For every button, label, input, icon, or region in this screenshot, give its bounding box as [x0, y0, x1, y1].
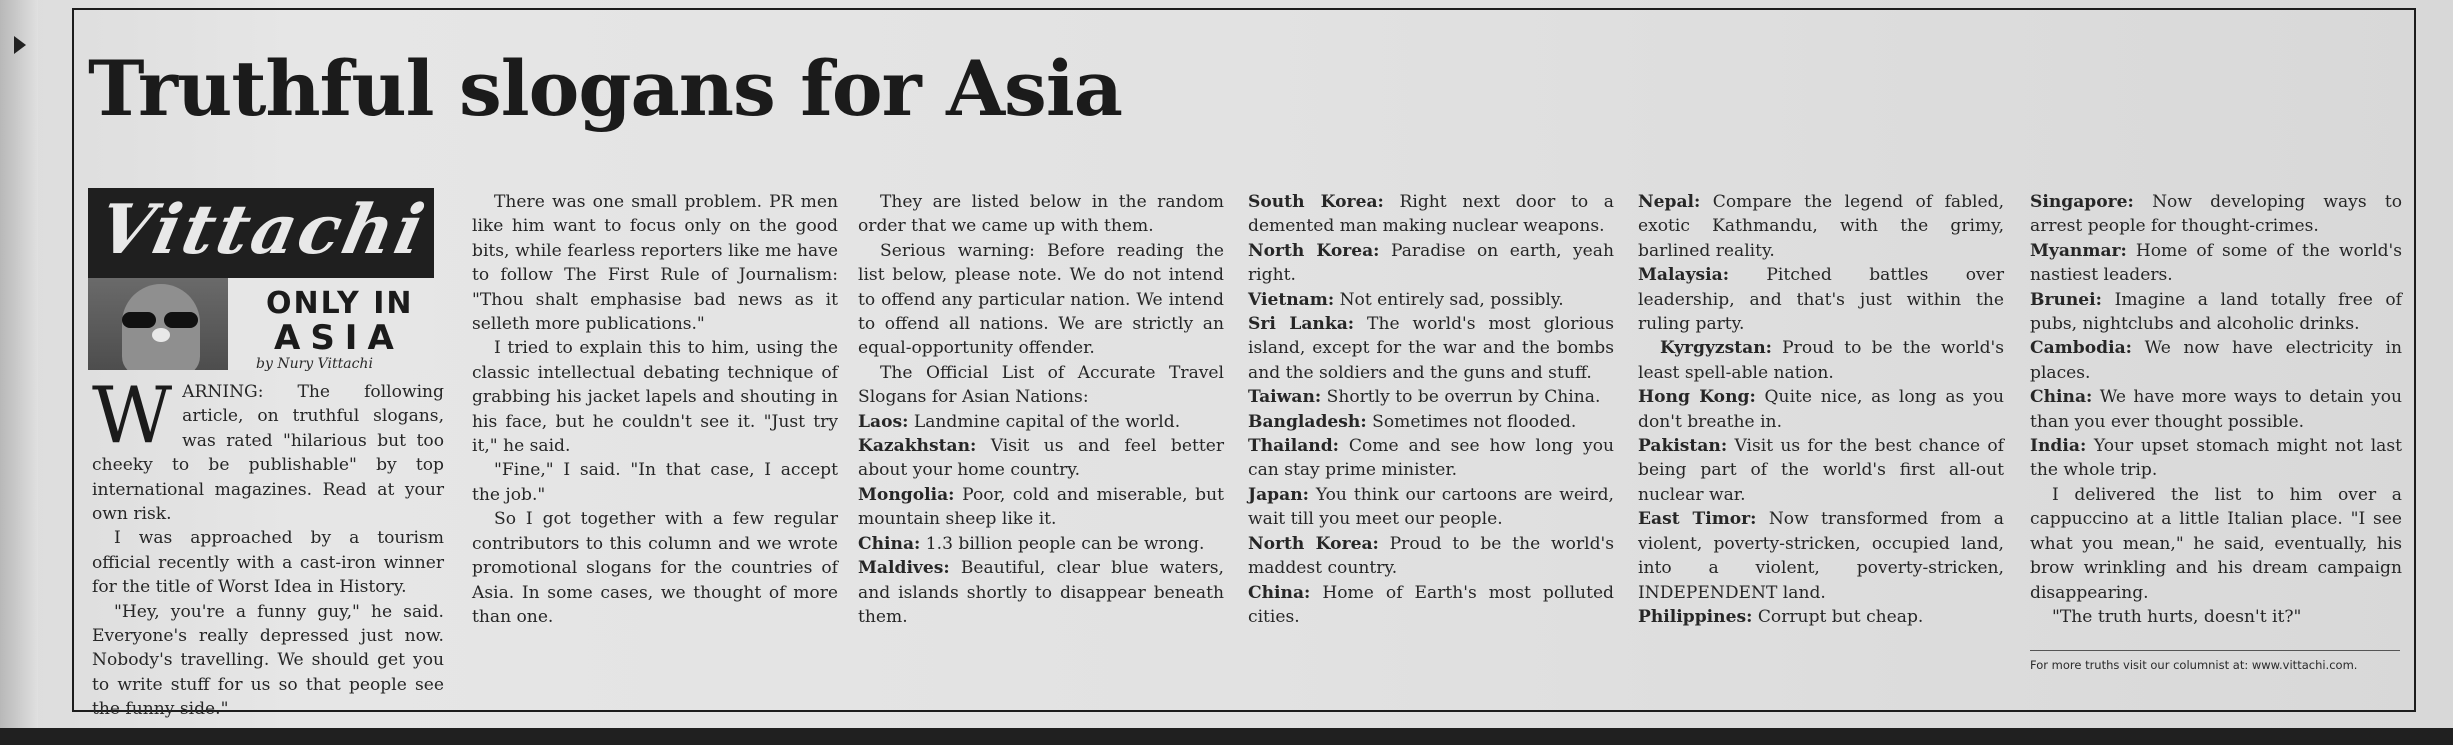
slogan-item	[1638, 507, 2004, 605]
slogan-text: Right next door to a demented man making nuclear weapons.	[1248, 192, 1614, 237]
slogan-item	[1248, 312, 1614, 385]
logo-script-name: Vittachi	[91, 190, 434, 270]
slogan-item	[1638, 263, 2004, 336]
page-bullet-arrow-icon	[14, 36, 26, 54]
slogan-country: South Korea:	[1248, 192, 1384, 212]
slogan-item	[2030, 434, 2402, 483]
body-paragraph: Serious warning: Before reading the list below, please note. We do not intend to offend any particular nation. We intend to offend all nations. We are strictly an equal-opportunity offender.	[858, 240, 1224, 359]
slogan-country: Thailand:	[1248, 436, 1339, 457]
slogan-text: Pitched battles over leadership, and that's just within the ruling party.	[1638, 265, 2005, 335]
columnist-byline: by Nury Vittachi	[256, 356, 373, 372]
body-paragraph: "Fine," I said. "In that case, I accept the job."	[472, 460, 838, 505]
slogan-text: Proud to be the world's maddest country.	[1248, 533, 1614, 579]
body-paragraph: I tried to explain this to him, using the classic intellectual debating technique of grabbing his jacket lapels and shouting in his face, but he couldn't see it. "Just try it," he said.	[472, 338, 838, 457]
slogan-country: Sri Lanka:	[1248, 314, 1355, 335]
slogan-country: Maldives:	[858, 558, 950, 579]
slogan-country: Kazakhstan:	[858, 436, 977, 457]
slogan-text: Visit us and feel better about your home country.	[858, 436, 1224, 481]
warning-text: ARNING: The following article, on truthful slogans, was rated "hilarious but too cheeky to be publishable" by top international magazines. Read at your own risk.	[92, 382, 444, 525]
article-column-5	[1638, 190, 2004, 629]
body-paragraph: The Official List of Accurate Travel Slogans for Asian Nations:	[858, 362, 1224, 408]
slogan-country: China:	[1248, 582, 1311, 603]
slogan-country: China:	[858, 533, 921, 554]
slogan-country: China:	[2030, 387, 2093, 408]
slogan-item	[2030, 385, 2402, 434]
slogan-item	[1248, 385, 1614, 409]
body-paragraph: So I got together with a few regular contributors to this column and we wrote promotional slogans for the countries of Asia. In some cases, we thought of more than one.	[472, 509, 838, 627]
page-bottom-shadow	[0, 728, 2453, 745]
body-paragraph: "Hey, you're a funny guy," he said. Everyone's really depressed just now. Nobody's travelling. We should get you to write stuff for us so that people see the funny side."	[92, 601, 444, 720]
closing-paragraph: I delivered the list to him over a cappuccino at a little Italian place. "I see what you mean," he said, eventually, his brow wrinkling and his dream campaign disappearing.	[2030, 484, 2402, 603]
slogan-item	[1248, 190, 1614, 239]
slogan-text: Visit us for the best chance of being part of the world's first all-out nuclear war.	[1638, 436, 2005, 505]
slogan-country: Cambodia:	[2030, 338, 2132, 359]
closing-paragraph: "The truth hurts, doesn't it?"	[2052, 606, 2302, 627]
slogan-item	[1248, 288, 1614, 312]
slogan-country: Nepal:	[1638, 192, 1701, 212]
slogan-item	[1638, 385, 2004, 434]
footer-note: For more truths visit our columnist at: www.vittachi.com.	[2030, 658, 2358, 672]
article-column-2	[472, 190, 838, 629]
page-gutter-shadow	[0, 0, 38, 745]
slogan-country: North Korea:	[1248, 533, 1379, 554]
slogan-country: Singapore:	[2030, 192, 2134, 212]
article-column-6	[2030, 190, 2402, 629]
logo-only-in: ONLY IN	[266, 286, 414, 321]
slogan-country: Mongolia:	[858, 484, 955, 505]
slogan-item	[858, 556, 1224, 629]
slogan-country: Bangladesh:	[1248, 411, 1367, 432]
footer-rule	[2030, 650, 2400, 651]
slogan-text: Home of some of the world's nastiest leaders.	[2030, 240, 2402, 286]
slogan-country: Taiwan:	[1248, 387, 1322, 408]
body-paragraph: There was one small problem. PR men like him want to focus only on the good bits, while fearless reporters like me have to follow The First Rule of Journalism: "Thou shalt emphasise bad news as it selleth more publications."	[472, 192, 838, 335]
slogan-text: Imagine a land totally free of pubs, nightclubs and alcoholic drinks.	[2030, 289, 2402, 335]
slogan-item	[2030, 190, 2402, 239]
slogan-country: Vietnam:	[1248, 289, 1335, 310]
slogan-text: Sometimes not flooded.	[1372, 411, 1577, 432]
slogan-country: Myanmar:	[2030, 240, 2127, 261]
slogan-item	[1248, 532, 1614, 581]
slogan-text: Compare the legend of fabled, exotic Kathmandu, with the grimy, barlined reality.	[1638, 192, 2004, 261]
slogan-text: You think our cartoons are weird, wait till you meet our people.	[1248, 484, 1614, 530]
slogan-country: Brunei:	[2030, 289, 2102, 310]
article-column-4	[1248, 190, 1614, 629]
slogan-country: India:	[2030, 436, 2087, 457]
article-headline: Truthful slogans for Asia	[88, 44, 1122, 133]
column-logo	[88, 188, 434, 370]
slogan-text: The world's most glorious island, except for the war and the bombs and the soldiers and the guns and stuff.	[1248, 314, 1614, 383]
slogan-item	[1248, 239, 1614, 288]
slogan-country: North Korea:	[1248, 240, 1380, 261]
slogan-item	[2030, 336, 2402, 385]
slogan-text: Now transformed from a violent, poverty-stricken, occupied land, into a violent, poverty-stricken, INDEPENDENT land.	[1638, 509, 2004, 603]
slogan-item	[1638, 605, 2004, 629]
slogan-text: Shortly to be overrun by China.	[1326, 387, 1601, 408]
slogan-country: Japan:	[1248, 484, 1309, 505]
slogan-text: Landmine capital of the world.	[913, 411, 1181, 432]
slogan-text: Beautiful, clear blue waters, and islands shortly to disappear beneath them.	[858, 558, 1224, 627]
slogan-text: Paradise on earth, yeah right.	[1248, 240, 1615, 286]
slogan-country: Hong Kong:	[1638, 387, 1756, 408]
slogan-country: Malaysia:	[1638, 265, 1730, 286]
slogan-text: We have more ways to detain you than you ever thought possible.	[2030, 387, 2403, 432]
slogan-item	[858, 434, 1224, 483]
slogan-text: Not entirely sad, possibly.	[1339, 289, 1564, 310]
slogan-text: Now developing ways to arrest people for thought-crimes.	[2030, 192, 2403, 237]
slogan-text: Home of Earth's most polluted cities.	[1248, 582, 1614, 627]
slogan-item	[858, 532, 1224, 556]
slogan-text: Quite nice, as long as you don't breathe in.	[1638, 387, 2004, 432]
slogan-country: Philippines:	[1638, 606, 1753, 627]
logo-asia: ASIA	[274, 318, 404, 358]
slogan-item	[858, 410, 1224, 434]
slogan-text: Proud to be the world's least spell-able nation.	[1638, 338, 2004, 383]
slogan-item	[1248, 581, 1614, 630]
slogan-text: Corrupt but cheap.	[1757, 606, 1924, 627]
slogan-item	[1248, 483, 1614, 532]
body-paragraph: They are listed below in the random order that we came up with them.	[858, 192, 1224, 237]
intro-paragraph	[92, 371, 444, 526]
slogan-text: Come and see how long you can stay prime minister.	[1248, 436, 1614, 481]
slogan-item	[1248, 434, 1614, 483]
article-column-3	[858, 190, 1224, 629]
slogan-item	[2030, 239, 2402, 288]
columnist-photo	[88, 278, 228, 370]
slogan-text: Your upset stomach might not last the whole trip.	[2030, 436, 2403, 481]
slogan-text: Poor, cold and miserable, but mountain sheep like it.	[858, 484, 1224, 530]
article-column-1	[92, 371, 444, 722]
slogan-text: We now have electricity in places.	[2030, 338, 2402, 383]
slogan-country: Laos:	[858, 411, 909, 432]
drop-cap: W	[92, 371, 173, 461]
slogan-item	[1638, 336, 2004, 385]
slogan-country: East Timor:	[1638, 509, 1757, 530]
body-paragraph: I was approached by a tourism official recently with a cast-iron winner for the title of Worst Idea in History.	[92, 528, 444, 598]
slogan-item	[1638, 434, 2004, 507]
slogan-item	[1248, 410, 1614, 434]
slogan-country: Kyrgyzstan:	[1660, 338, 1772, 359]
slogan-item	[858, 483, 1224, 532]
slogan-item	[2030, 288, 2402, 337]
slogan-text: 1.3 billion people can be wrong.	[925, 533, 1205, 554]
slogan-country: Pakistan:	[1638, 436, 1728, 457]
slogan-item	[1638, 190, 2004, 263]
logo-banner	[88, 188, 434, 278]
